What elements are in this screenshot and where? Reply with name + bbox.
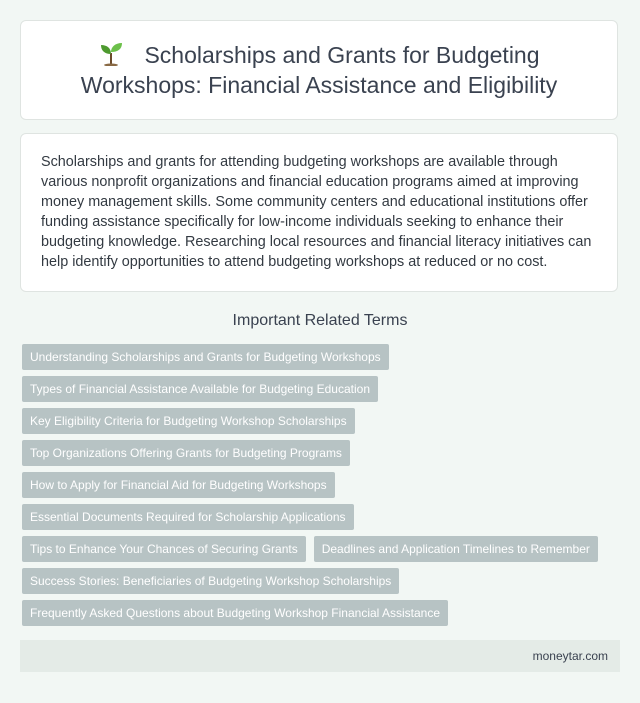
footer-site-link[interactable]: moneytar.com (532, 649, 608, 663)
term-row (22, 472, 622, 498)
term-tag[interactable]: Frequently Asked Questions about Budgeting Workshop Financial Assistance (22, 600, 448, 626)
term-row (22, 568, 622, 594)
term-tag[interactable]: How to Apply for Financial Aid for Budgeting Workshops (22, 472, 335, 498)
term-tag[interactable]: Deadlines and Application Timelines to Remember (314, 536, 598, 562)
sprout-icon (98, 42, 124, 66)
term-tag[interactable]: Tips to Enhance Your Chances of Securing Grants (22, 536, 306, 562)
term-row (22, 408, 622, 434)
title-card (20, 20, 618, 120)
intro-card (20, 133, 618, 292)
related-terms-heading: Important Related Terms (232, 312, 408, 329)
term-tag[interactable]: Types of Financial Assistance Available for Budgeting Education (22, 376, 378, 402)
term-tag[interactable]: Top Organizations Offering Grants for Budgeting Programs (22, 440, 350, 466)
term-row (22, 536, 622, 562)
footer (20, 640, 620, 672)
term-row (22, 600, 622, 626)
term-row (22, 504, 622, 530)
term-tag[interactable]: Understanding Scholarships and Grants for Budgeting Workshops (22, 344, 389, 370)
intro-text: Scholarships and grants for attending budgeting workshops are available through various nonprofit organizations and financial education programs aimed at improving money management skills. Some community centers and educational institutions offer funding assistance specifically for low-income individuals seeking to enhance their budgeting knowledge. Researching local resources and financial literacy initiatives can help identify opportunities to attend budgeting workshops at reduced or no cost. (41, 154, 592, 270)
term-tag[interactable]: Essential Documents Required for Scholarship Applications (22, 504, 354, 530)
term-tag[interactable]: Success Stories: Beneficiaries of Budgeting Workshop Scholarships (22, 568, 399, 594)
term-row (22, 344, 622, 370)
related-terms-list (22, 344, 622, 632)
page-title (21, 40, 617, 100)
term-row (22, 376, 622, 402)
page-title-text: Scholarships and Grants for Budgeting Workshops: Financial Assistance and Eligibility (80, 42, 558, 98)
term-row (22, 440, 622, 466)
term-tag[interactable]: Key Eligibility Criteria for Budgeting Workshop Scholarships (22, 408, 355, 434)
